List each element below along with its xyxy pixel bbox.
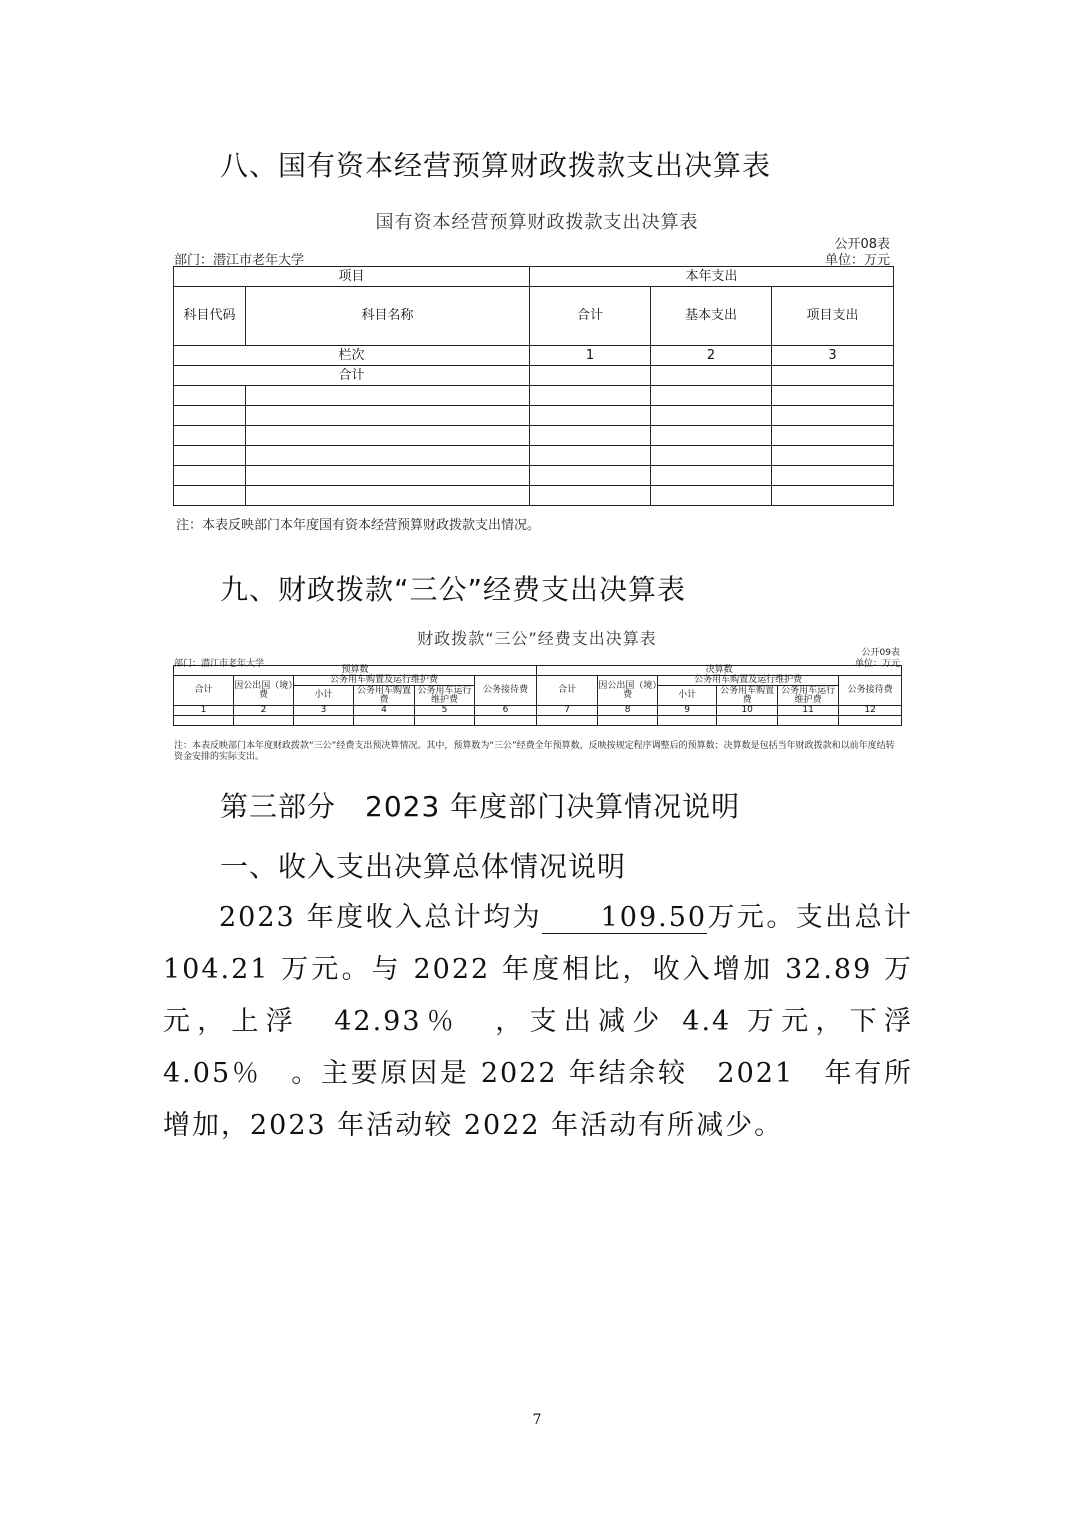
table-8-note: 注：本表反映部门本年度国有资本经营预算财政拨款支出情况。	[176, 518, 541, 533]
header-vehicle-group: 公务用车购置及运行维护费	[658, 676, 839, 686]
header-subtotal: 小计	[294, 686, 354, 706]
header-budget: 预算数	[174, 666, 537, 676]
table-row	[174, 426, 894, 446]
col-num: 4	[354, 706, 415, 716]
header-item: 项目	[174, 267, 530, 287]
department-label: 部门：潜江市老年大学	[174, 659, 265, 669]
unit-label: 单位：万元	[824, 253, 890, 268]
header-abroad: 因公出国（境）费	[598, 676, 658, 706]
col-num: 11	[778, 706, 839, 716]
header-vehicle-run: 公务用车运行维护费	[778, 686, 839, 706]
header-subtotal: 小计	[658, 686, 717, 706]
table-9-title: 财政拨款“三公”经费支出决算表	[417, 629, 657, 648]
header-vehicle-run: 公务用车运行维护费	[415, 686, 475, 706]
row-total-label: 合计	[174, 366, 530, 386]
header-final: 决算数	[537, 666, 902, 676]
header-basic: 基本支出	[651, 287, 772, 346]
department-label: 部门：潜江市老年大学	[174, 253, 305, 268]
three-public-expense-table	[173, 665, 902, 726]
col-num: 2	[651, 346, 772, 366]
table-9-note: 注：本表反映部门本年度财政拨款“三公”经费支出预决算情况。其中，预算数为“三公”经费全年预算数，反映按规定程序调整后的预算数；决算数是包括当年财政拨款和以前年度结转资金安排的实际支出。	[174, 741, 895, 762]
header-vehicle-buy: 公务用车购置费	[354, 686, 415, 706]
paragraph-text: 万元。支出总计 104.21 万元。与 2022 年度相比，收入增加 32.89 万元，上浮 42.93％ ，支出减少 4.4 万元，下浮 4.05％ 。主要原因是 2022 年结余较 2021 年有所增加，2023 年活动较 2022 年活动有所减少。	[163, 902, 942, 1141]
section-8-heading: 八、国有资本经营预算财政拨款支出决算表	[220, 149, 772, 182]
col-num: 3	[294, 706, 354, 716]
unit-label: 单位：万元	[854, 659, 900, 669]
income-total-amount: 109.50	[542, 903, 707, 934]
col-num: 10	[717, 706, 778, 716]
part-3-heading: 第三部分 2023 年度部门决算情况说明	[220, 790, 741, 823]
header-abroad: 因公出国（境）费	[234, 676, 294, 706]
header-name: 科目名称	[246, 287, 530, 346]
header-current-expense: 本年支出	[530, 267, 894, 287]
table-cell	[772, 366, 894, 386]
state-capital-expense-table	[173, 266, 894, 506]
col-num: 5	[415, 706, 475, 716]
col-num: 8	[598, 706, 658, 716]
header-reception: 公务接待费	[839, 676, 902, 706]
row-col-label: 栏次	[174, 346, 530, 366]
summary-paragraph	[163, 892, 942, 1152]
table-cell	[530, 366, 651, 386]
header-code: 科目代码	[174, 287, 246, 346]
table-row	[174, 486, 894, 506]
col-num: 9	[658, 706, 717, 716]
header-vehicle-buy: 公务用车购置费	[717, 686, 778, 706]
col-num: 2	[234, 706, 294, 716]
header-total: 合计	[530, 287, 651, 346]
table-cell	[651, 366, 772, 386]
table-row	[174, 466, 894, 486]
col-num: 7	[537, 706, 598, 716]
col-num: 6	[475, 706, 537, 716]
page-number: 7	[532, 1412, 542, 1428]
table-row	[174, 406, 894, 426]
header-total: 合计	[537, 676, 598, 706]
table-8-title: 国有资本经营预算财政拨款支出决算表	[375, 212, 699, 233]
col-num: 1	[530, 346, 651, 366]
section-1-heading: 一、收入支出决算总体情况说明	[220, 850, 627, 883]
col-num: 1	[174, 706, 234, 716]
paragraph-text: 2023 年度收入总计均为	[219, 902, 543, 933]
form-number: 公开08表	[834, 237, 890, 252]
section-9-heading: 九、财政拨款“三公”经费支出决算表	[220, 573, 687, 606]
table-row	[174, 716, 902, 726]
table-row	[174, 386, 894, 406]
header-total: 合计	[174, 676, 234, 706]
form-number: 公开09表	[861, 648, 900, 658]
header-reception: 公务接待费	[475, 676, 537, 706]
header-project: 项目支出	[772, 287, 894, 346]
table-row	[174, 446, 894, 466]
col-num: 12	[839, 706, 902, 716]
header-vehicle-group: 公务用车购置及运行维护费	[294, 676, 475, 686]
col-num: 3	[772, 346, 894, 366]
